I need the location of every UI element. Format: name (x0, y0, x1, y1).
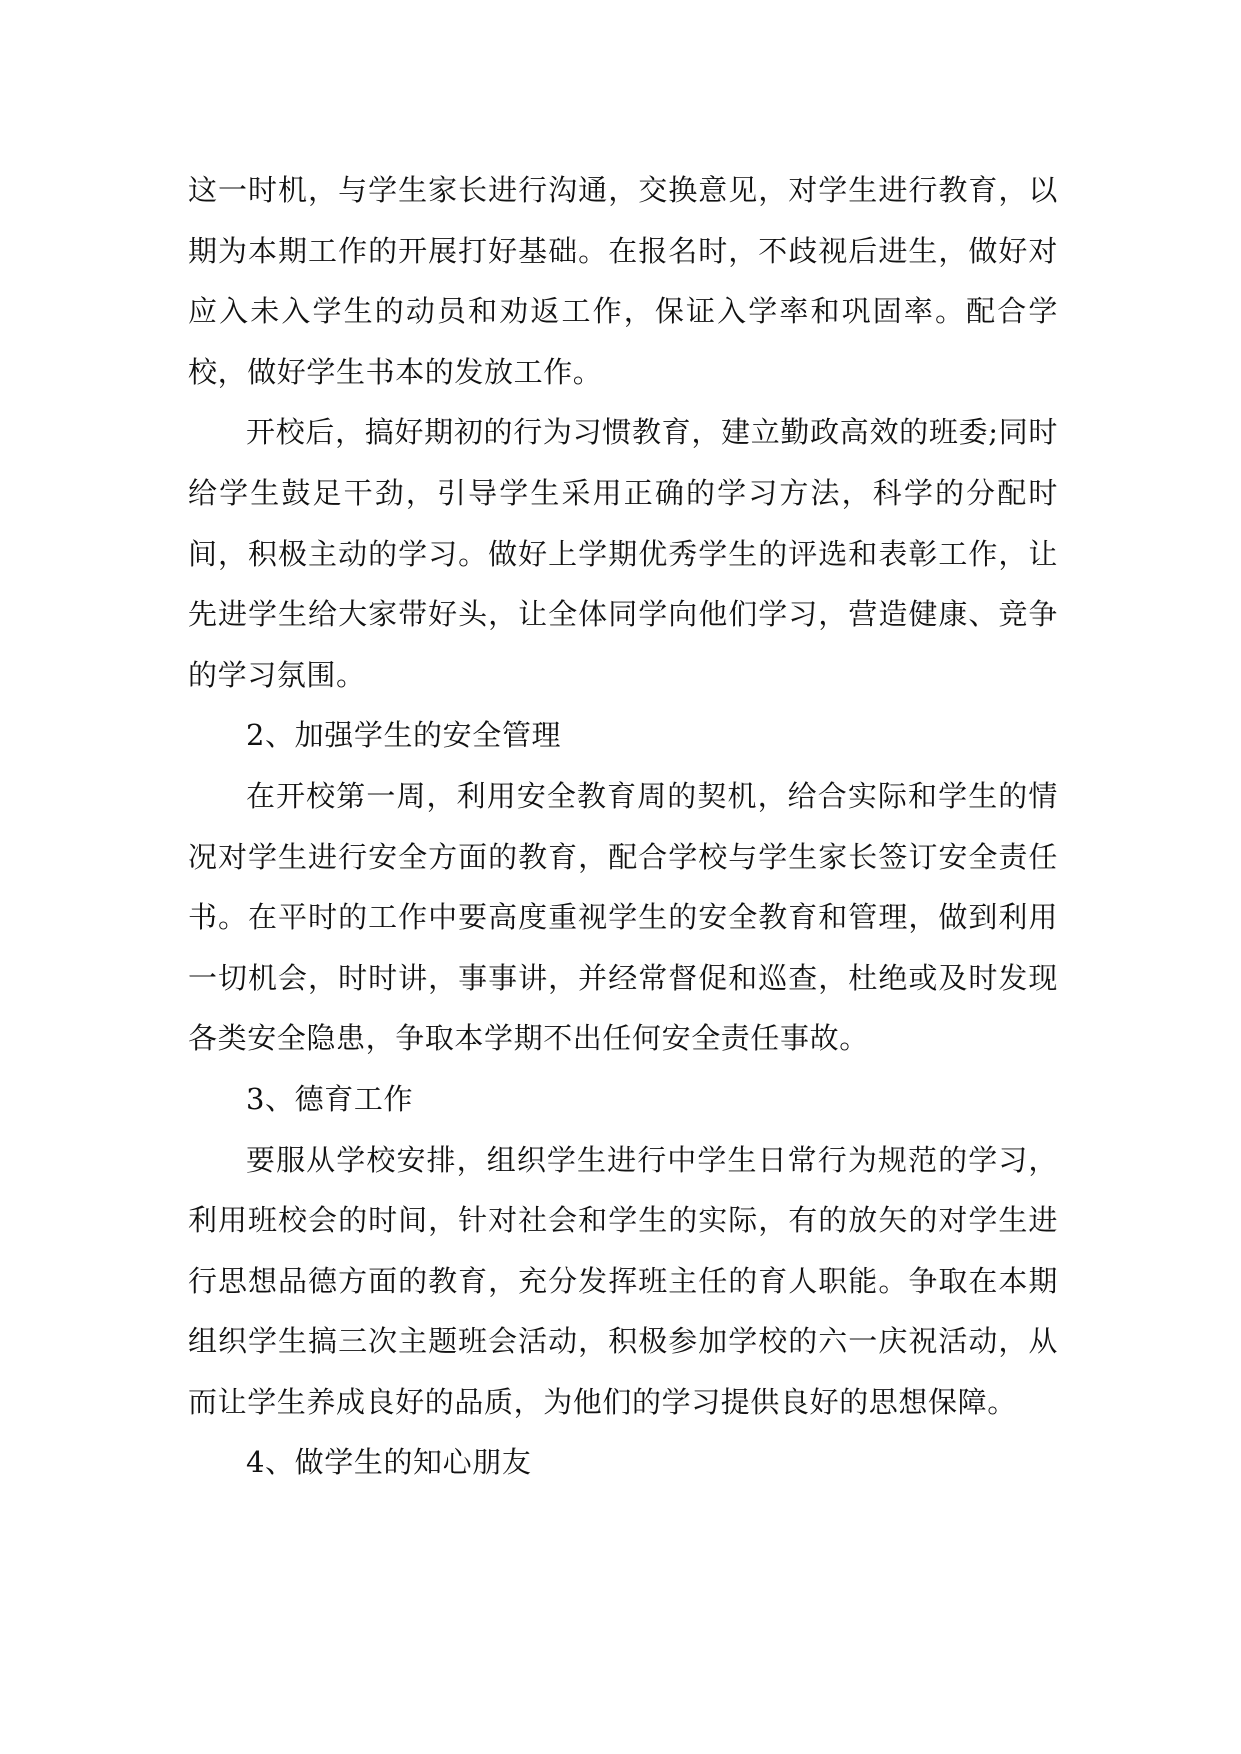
section-heading-moral-education: 3、德育工作 (246, 1081, 414, 1116)
document-body (188, 160, 1058, 1493)
paragraph-continuation: 这一时机，与学生家长进行沟通，交换意见，对学生进行教育，以期为本期工作的开展打好基础。在报名时，不歧视后进生，做好对应入未入学生的动员和劝返工作，保证入学率和巩固率。配合学校，做好学生书本的发放工作。 (188, 173, 1058, 389)
section-heading-safety: 2、加强学生的安全管理 (246, 718, 562, 753)
paragraph-safety: 在开校第一周，利用安全教育周的契机，给合实际和学生的情况对学生进行安全方面的教育，配合学校与学生家长签订安全责任书。在平时的工作中要高度重视学生的安全教育和管理，做到利用一切机会，时时讲，事事讲，并经常督促和巡查，杜绝或及时发现各类安全隐患，争取本学期不出任何安全责任事故。 (188, 778, 1058, 1056)
paragraph-school-opening: 开校后，搞好期初的行为习惯教育，建立勤政高效的班委;同时给学生鼓足干劲，引导学生采用正确的学习方法，科学的分配时间，积极主动的学习。做好上学期优秀学生的评选和表彰工作，让先进学生给大家带好头，让全体同学向他们学习，营造健康、竞争的学习氛围。 (188, 415, 1058, 692)
section-heading-student-friend: 4、做学生的知心朋友 (246, 1445, 532, 1480)
paragraph-moral-education: 要服从学校安排，组织学生进行中学生日常行为规范的学习，利用班校会的时间，针对社会和学生的实际，有的放矢的对学生进行思想品德方面的教育，充分发挥班主任的育人职能。争取在本期组织学生搞三次主题班会活动，积极参加学校的六一庆祝活动，从而让学生养成良好的品质，为他们的学习提供良好的思想保障。 (188, 1142, 1058, 1419)
